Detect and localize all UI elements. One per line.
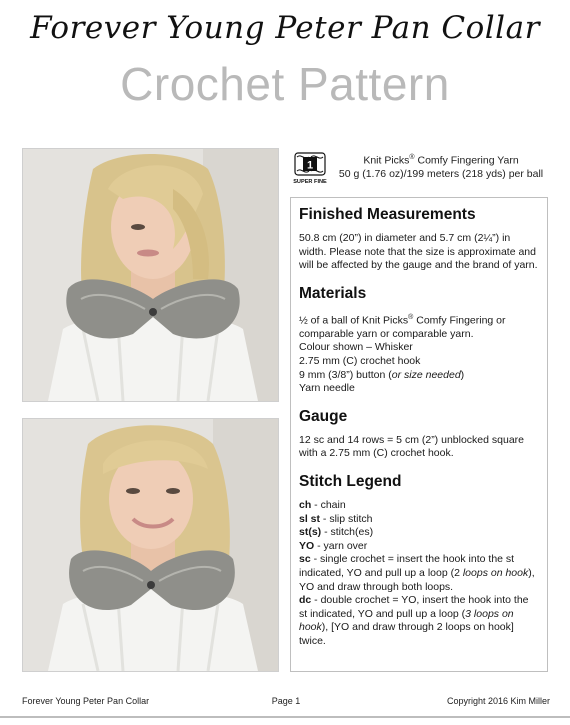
gauge-text: 12 sc and 14 rows = 5 cm (2”) unblocked square with a 2.75 mm (C) crochet hook.: [299, 433, 524, 460]
yarn-weight-label: SUPER FINE: [293, 179, 327, 185]
pattern-script-title: Forever Young Peter Pan Collar: [30, 10, 540, 46]
legend-item-sc: sc - single crochet = insert the hook into the st indicated, YO and pull up a loop (2 loops on hook), YO and draw through both loops.: [299, 553, 535, 593]
materials-colour: Colour shown – Whisker: [299, 341, 413, 354]
legend-item-dc: dc - double crochet = YO, insert the hook into the st indicated, YO and pull up a loop (3 loops on hook), [YO and draw through 2 loops on hook] twice.: [299, 594, 529, 647]
footer-title: Forever Young Peter Pan Collar: [22, 696, 150, 706]
gauge-section: [299, 408, 539, 461]
legend-item-ch: ch - chain: [299, 499, 346, 512]
footer-page-number: Page 1: [271, 696, 301, 706]
yarn-weight-icon: [293, 151, 327, 185]
stitch-legend-section: [299, 473, 539, 649]
materials-hook: 2.75 mm (C) crochet hook: [299, 355, 421, 368]
pattern-details-panel: [290, 197, 548, 672]
legend-item-st: st(s) - stitch(es): [299, 526, 374, 539]
legend-item-slst: sl st - slip stitch: [299, 512, 373, 525]
stitch-legend-heading: Stitch Legend: [299, 473, 402, 491]
materials-needle: Yarn needle: [299, 382, 355, 395]
materials-button: 9 mm (3/8”) button (or size needed): [299, 368, 465, 381]
finished-measurements-section: [299, 206, 539, 273]
finished-measurements-text: 50.8 cm (20”) in diameter and 5.7 cm (2¼”) in width. Please note that the size is approximate and will be affected by the gauge and the brand of yarn.: [299, 232, 538, 272]
materials-section: [299, 285, 539, 396]
gauge-heading: Gauge: [299, 407, 348, 425]
yarn-info: [290, 148, 548, 188]
yarn-brand: Knit Picks® Comfy Fingering Yarn: [363, 154, 519, 167]
legend-item-yo: YO - yarn over: [299, 539, 368, 552]
materials-heading: Materials: [299, 284, 367, 302]
pattern-main-title: Crochet Pattern: [120, 58, 450, 110]
yarn-weight-line: 50 g (1.76 oz)/199 meters (218 yds) per ball: [338, 168, 544, 180]
materials-yarn: ½ of a ball of Knit Picks® Comfy Fingering or comparable yarn or comparable yarn.: [299, 313, 506, 340]
footer-divider: [0, 716, 570, 718]
model-photo-smiling: [22, 418, 279, 672]
yarn-weight-number: 1: [306, 159, 314, 172]
model-photo-front: [22, 148, 279, 402]
footer-copyright: Copyright 2016 Kim Miller: [446, 696, 550, 706]
page-footer: [22, 696, 550, 710]
finished-measurements-heading: Finished Measurements: [299, 206, 476, 223]
